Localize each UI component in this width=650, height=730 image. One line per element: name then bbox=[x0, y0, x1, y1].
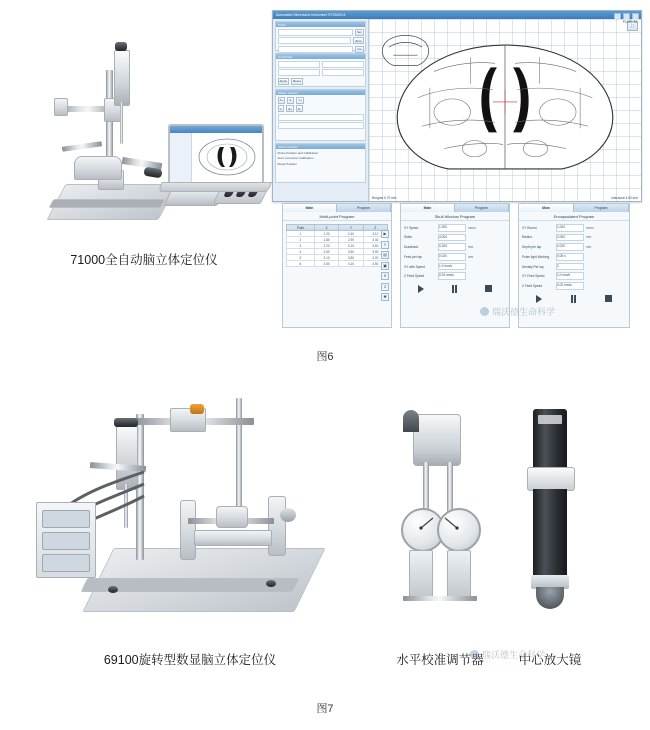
cell: 2.60 bbox=[314, 249, 338, 255]
cell: 3.90 bbox=[363, 249, 387, 255]
tab-program[interactable]: Program bbox=[574, 204, 629, 212]
multipoint-title: Multi-point Program bbox=[283, 212, 391, 221]
coord-z-field[interactable] bbox=[278, 69, 320, 76]
motion-speed-field[interactable] bbox=[278, 114, 364, 121]
cell: 3.50 bbox=[339, 249, 363, 255]
col-y: Y bbox=[339, 225, 363, 231]
product-photo-magnifier bbox=[505, 405, 595, 620]
expand-icon[interactable]: ⛶ bbox=[627, 21, 638, 31]
motion-ydn-button[interactable]: Y- bbox=[279, 106, 283, 111]
nose-clamp bbox=[216, 506, 248, 528]
cell: 3.40 bbox=[363, 237, 387, 243]
cell: 6 bbox=[287, 261, 315, 267]
watermark-logo-icon bbox=[480, 307, 489, 316]
field-value[interactable]: 0.020 bbox=[556, 243, 584, 251]
product-photo-71000 bbox=[18, 36, 268, 226]
probe-field-3[interactable] bbox=[278, 46, 354, 53]
cell: 3.10 bbox=[314, 255, 338, 261]
probe-go-button[interactable]: Go bbox=[357, 47, 362, 51]
tab-main[interactable]: Main bbox=[283, 204, 337, 212]
probe-tip-holder bbox=[143, 167, 162, 179]
field-value[interactable]: 0.02 mm/s bbox=[438, 272, 466, 280]
multipoint-tabs[interactable] bbox=[283, 204, 391, 212]
cell: 3.60 bbox=[363, 243, 387, 249]
panel-coordinate[interactable] bbox=[275, 53, 366, 87]
list-icon[interactable]: ≡ bbox=[381, 241, 389, 249]
atlas-footer bbox=[372, 196, 638, 200]
coord-a-field[interactable] bbox=[322, 69, 364, 76]
panel-probe[interactable] bbox=[275, 21, 366, 51]
watermark-text: 瑞沃德生命科学 bbox=[482, 650, 546, 660]
manipulator-knob-top bbox=[115, 42, 127, 51]
product-label-69100: 69100旋转型数显脑立体定位仪 bbox=[103, 653, 277, 667]
electrode-probe bbox=[120, 102, 123, 144]
panel-motion-control[interactable] bbox=[275, 89, 366, 141]
magnifier-lens bbox=[536, 587, 564, 609]
probe-field-2[interactable] bbox=[278, 37, 352, 44]
field-label: Radius bbox=[522, 235, 532, 240]
atlas-viewport[interactable] bbox=[369, 19, 641, 201]
settings-icon[interactable]: ✱ bbox=[381, 293, 389, 301]
figure-7-block bbox=[0, 370, 650, 730]
cell: 4.10 bbox=[339, 261, 363, 267]
play-icon[interactable] bbox=[536, 295, 542, 303]
field-label: XY with Speed bbox=[404, 264, 425, 269]
cell: 5 bbox=[287, 255, 315, 261]
field-unit: mm bbox=[586, 245, 592, 250]
manipulator-head bbox=[114, 50, 130, 106]
field-value[interactable]: 1.000 bbox=[438, 224, 466, 232]
motion-zdn-button[interactable]: Z- bbox=[297, 106, 301, 111]
tab-program[interactable]: Program bbox=[337, 204, 391, 212]
motion-zup-button[interactable]: Z+ bbox=[288, 106, 292, 111]
panel-other-title: Other Function bbox=[276, 144, 365, 149]
skull-tabs[interactable] bbox=[401, 204, 509, 212]
ear-bar-left bbox=[62, 141, 102, 152]
cell: 3.10 bbox=[339, 243, 363, 249]
cell: 2.90 bbox=[339, 237, 363, 243]
watermark-fig7 bbox=[470, 648, 545, 661]
cell: 1.20 bbox=[314, 231, 338, 237]
pause-icon[interactable] bbox=[571, 295, 577, 303]
col-x: X bbox=[314, 225, 338, 231]
stop-icon[interactable] bbox=[485, 285, 492, 292]
field-unit: mm/s bbox=[586, 225, 594, 230]
adjuster-hook bbox=[403, 410, 419, 432]
panel-other-function[interactable] bbox=[275, 143, 366, 183]
adjuster-lower-bracket-right bbox=[447, 550, 471, 598]
field-label: Z Feed Speed bbox=[404, 274, 425, 279]
field-label: Drawback bbox=[404, 245, 419, 250]
other-item-3[interactable]: Reset Position bbox=[277, 161, 297, 166]
motion-yup-button[interactable]: Y+ bbox=[298, 98, 303, 102]
watermark-logo-icon bbox=[470, 650, 479, 659]
display-readout-z bbox=[42, 554, 90, 572]
field-value[interactable]: 0.020 bbox=[438, 253, 466, 261]
export-icon[interactable]: ↧ bbox=[381, 283, 389, 291]
magnifier-collar bbox=[527, 467, 575, 491]
product-label-level-adjuster: 水平校准调节器 bbox=[396, 653, 484, 667]
tab-main[interactable]: Main bbox=[401, 204, 455, 212]
adjuster-foot-bar bbox=[403, 596, 477, 601]
skull-transport-controls[interactable] bbox=[404, 285, 506, 293]
field-label: Pulse light Working bbox=[522, 254, 550, 259]
figure-6-caption: 图6 bbox=[316, 351, 334, 363]
tab-main[interactable]: Main bbox=[519, 204, 574, 212]
watermark-fig6 bbox=[480, 305, 555, 318]
adjuster-top-housing bbox=[413, 414, 461, 466]
vertical-post-right bbox=[236, 398, 242, 518]
window-titlebar bbox=[273, 11, 641, 19]
encapsulated-transport-controls[interactable] bbox=[522, 295, 626, 303]
field-value[interactable]: 0.200 bbox=[438, 243, 466, 251]
panel-coordinate-title: Coordinate bbox=[276, 54, 365, 59]
product-label-71000: 71000全自动脑立体定位仪 bbox=[70, 253, 218, 267]
play-icon[interactable] bbox=[418, 285, 424, 293]
cell: 3.10 bbox=[363, 231, 387, 237]
field-unit: mm/s bbox=[468, 225, 476, 230]
cell: 2 bbox=[287, 237, 315, 243]
laptop-base bbox=[158, 182, 272, 192]
arc-scale bbox=[194, 530, 272, 546]
product-photo-69100 bbox=[30, 380, 360, 630]
magnifier-barrel-bottom bbox=[533, 489, 567, 575]
atlas-footer-right: Interaural 4.60 mm bbox=[611, 196, 638, 200]
cell: 2.40 bbox=[339, 231, 363, 237]
cell: 4.50 bbox=[363, 261, 387, 267]
field-value[interactable]: 4.000 bbox=[438, 234, 466, 242]
motion-xup-button[interactable]: X+ bbox=[279, 98, 284, 102]
field-label: Feed per lap bbox=[404, 254, 422, 259]
product-label-magnifier: 中心放大镜 bbox=[518, 653, 582, 667]
base-foot-right bbox=[266, 580, 276, 587]
play-icon[interactable]: ▶ bbox=[381, 230, 389, 238]
probe-set-button[interactable]: Set bbox=[356, 30, 362, 34]
carriage-knob bbox=[190, 404, 204, 414]
laptop-screen bbox=[168, 124, 264, 186]
software-left-panel[interactable] bbox=[273, 19, 369, 201]
watermark-text: 瑞沃德生命科学 bbox=[492, 307, 556, 317]
base-foot-left bbox=[108, 586, 118, 593]
table-row[interactable] bbox=[287, 261, 388, 267]
field-value[interactable]: 0.05 s bbox=[556, 253, 584, 261]
skull-title: Skull Window Program bbox=[401, 212, 509, 221]
field-value[interactable]: 1.000 bbox=[556, 224, 584, 232]
field-label: Sides bbox=[404, 235, 412, 240]
panel-probe-title: Probe bbox=[276, 22, 365, 27]
product-photo-level-adjuster bbox=[385, 410, 495, 620]
coord-y-field[interactable] bbox=[322, 61, 364, 68]
field-label: XY Feed Speed bbox=[522, 274, 545, 279]
other-item-1[interactable]: Probe Position and Calibration bbox=[277, 150, 319, 155]
display-readout-y bbox=[42, 532, 90, 550]
delete-icon[interactable]: ✕ bbox=[381, 272, 389, 280]
figure-6-block bbox=[0, 0, 650, 363]
ear-bar-holder-left bbox=[54, 98, 68, 116]
cell: 2.20 bbox=[314, 243, 338, 249]
field-value[interactable]: 1.0 mm/s bbox=[438, 263, 466, 271]
cell: 4.20 bbox=[363, 255, 387, 261]
motion-step-field[interactable] bbox=[278, 122, 364, 129]
field-value[interactable]: 2.000 bbox=[556, 234, 584, 242]
magnifier-top-label bbox=[538, 415, 562, 424]
field-label: XY Speed bbox=[404, 225, 419, 230]
micromanipulator-knob-top bbox=[114, 418, 138, 427]
field-value[interactable]: 2 bbox=[556, 263, 584, 271]
brain-atlas-icon bbox=[373, 25, 637, 191]
atlas-drawing bbox=[373, 25, 637, 191]
rotation-knob-right bbox=[280, 508, 296, 522]
laptop-atlas-preview-icon bbox=[192, 133, 262, 181]
atlas-footer-left: Bregma 0.70 mm bbox=[372, 196, 397, 200]
coord-x-field[interactable] bbox=[278, 61, 320, 68]
coord-apply-button[interactable]: Apply bbox=[279, 79, 288, 83]
field-label: XY Round bbox=[522, 225, 537, 230]
encapsulated-title: Encapsulated Program bbox=[519, 212, 629, 221]
field-label: Density Per lap bbox=[522, 264, 544, 269]
field-label: Z Feed Speed bbox=[522, 283, 543, 288]
tab-program[interactable]: Program bbox=[455, 204, 509, 212]
window-title: Automated Stereotaxic Instrument RTS5000 A bbox=[276, 13, 346, 17]
field-unit: mm bbox=[468, 245, 474, 250]
cell: 1.80 bbox=[314, 237, 338, 243]
stop-icon[interactable] bbox=[605, 295, 612, 302]
col-z: Z bbox=[363, 225, 387, 231]
stereotaxic-software-window[interactable] bbox=[272, 10, 642, 202]
coord-reset-button[interactable]: Reset bbox=[293, 79, 301, 83]
cell: 3.80 bbox=[339, 255, 363, 261]
display-readout-x bbox=[42, 510, 90, 528]
save-icon[interactable]: ▤ bbox=[381, 251, 389, 259]
multipoint-toolbar[interactable] bbox=[381, 230, 389, 301]
other-item-2[interactable]: Auto Correction Calibration bbox=[277, 156, 314, 160]
instrument-base-plate-edge bbox=[49, 199, 166, 208]
field-unit: mm bbox=[468, 254, 474, 259]
encapsulated-tabs[interactable] bbox=[519, 204, 629, 212]
probe-field-1[interactable] bbox=[278, 29, 353, 36]
open-icon[interactable]: ▣ bbox=[381, 262, 389, 270]
rotating-frame-right bbox=[268, 496, 286, 556]
figure-7-caption: 图7 bbox=[316, 703, 334, 715]
field-label: Depth per lap bbox=[522, 245, 542, 250]
cell: 3 bbox=[287, 243, 315, 249]
panel-motion-title: Motion Control bbox=[276, 90, 365, 95]
motion-xdn-button[interactable]: X- bbox=[289, 98, 293, 102]
cell: 3.50 bbox=[314, 261, 338, 267]
program-card-multipoint[interactable] bbox=[282, 203, 392, 328]
adjuster-lower-bracket-left bbox=[409, 550, 433, 598]
col-point: Point bbox=[287, 225, 315, 231]
atlas-plate-label: PLATE 33 bbox=[622, 20, 637, 24]
field-value[interactable]: 0.02 mm/s bbox=[556, 282, 584, 290]
multipoint-table[interactable] bbox=[286, 224, 388, 267]
field-value[interactable]: 1.0 mm/s bbox=[556, 272, 584, 280]
cell: 1 bbox=[287, 231, 315, 237]
field-unit: mm bbox=[586, 235, 592, 240]
gauge-needles-icon bbox=[385, 506, 495, 556]
probe-zero-button[interactable]: Zero bbox=[355, 38, 362, 43]
cell: 4 bbox=[287, 249, 315, 255]
adapter-frame bbox=[74, 156, 122, 180]
pause-icon[interactable] bbox=[452, 285, 458, 293]
